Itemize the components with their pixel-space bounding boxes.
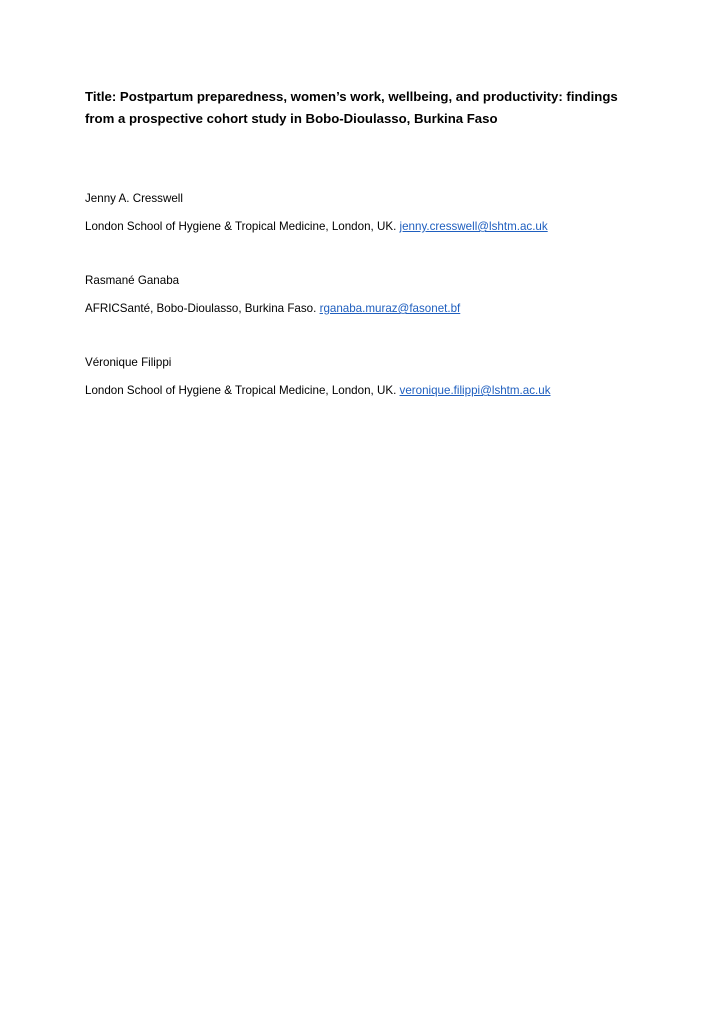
author-block-2 xyxy=(85,273,685,317)
author-email-link[interactable]: veronique.filippi@lshtm.ac.uk xyxy=(399,384,551,397)
author-block-1 xyxy=(85,191,685,235)
author-block-3 xyxy=(85,355,685,399)
author-email-link[interactable]: jenny.cresswell@lshtm.ac.uk xyxy=(399,220,548,233)
author-affiliation: London School of Hygiene & Tropical Medicine, London, UK. xyxy=(85,384,397,397)
author-name: Rasmané Ganaba xyxy=(85,274,180,287)
author-affiliation: London School of Hygiene & Tropical Medicine, London, UK. xyxy=(85,220,397,233)
author-email-link[interactable]: rganaba.muraz@fasonet.bf xyxy=(319,302,461,315)
author-name: Véronique Filippi xyxy=(85,356,172,369)
author-name: Jenny A. Cresswell xyxy=(85,192,183,205)
document-title: Title: Postpartum preparedness, women’s work, wellbeing, and productivity: findings from a prospective cohort study in Bobo-Dioulasso, Burkina Faso xyxy=(85,89,618,126)
author-affiliation-line xyxy=(85,383,685,399)
author-affiliation-line xyxy=(85,301,685,317)
author-affiliation: AFRICSanté, Bobo-Dioulasso, Burkina Faso. xyxy=(85,302,317,315)
author-affiliation-line xyxy=(85,219,685,235)
